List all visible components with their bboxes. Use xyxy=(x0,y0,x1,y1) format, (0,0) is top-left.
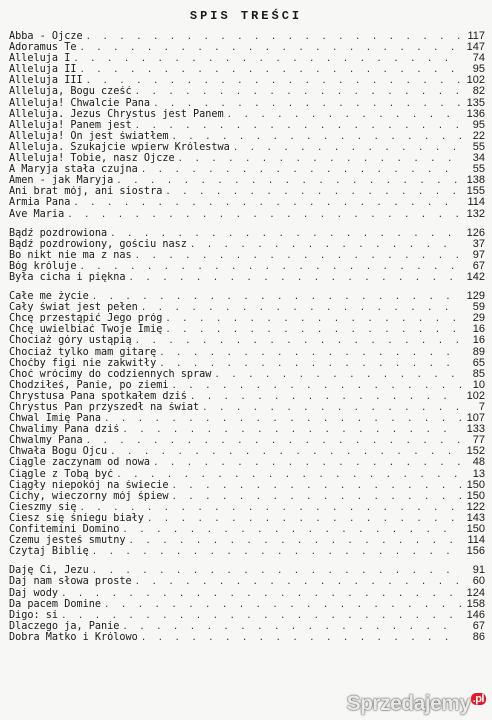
toc-entry xyxy=(9,239,485,250)
toc-entry-title: Ave Maria xyxy=(9,208,65,220)
dot-leader xyxy=(165,187,461,197)
dot-leader xyxy=(73,54,461,64)
toc-entry-title: Chwała Bogu Ojcu xyxy=(9,446,108,458)
toc-entry-page-number: 82 xyxy=(472,86,485,98)
toc-entry-page-number: 59 xyxy=(472,302,485,314)
toc-entry-title: Daj wody xyxy=(9,587,59,599)
toc-entry-page-number: 152 xyxy=(466,446,485,458)
toc-entry-title: Armia Pana xyxy=(9,197,71,209)
toc-entry xyxy=(9,142,485,153)
toc-entry-page-number: 65 xyxy=(472,357,485,369)
toc-entry-page-number: 129 xyxy=(466,291,485,303)
dot-leader xyxy=(61,589,461,599)
toc-entry-page-number: 34 xyxy=(472,153,485,165)
toc-entry xyxy=(9,75,485,86)
toc-entry-title: Alleluja, Bogu cześć xyxy=(9,86,132,98)
dot-leader xyxy=(171,481,461,491)
toc-entry-page-number: 85 xyxy=(472,368,485,380)
toc-entry-title: Chwalimy Pana dziś xyxy=(9,424,120,436)
toc-entry-title: Alleluja III xyxy=(9,75,83,87)
toc-entry-title: A Maryja stała czujna xyxy=(9,164,138,176)
dot-leader xyxy=(79,503,461,513)
toc-entry-page-number: 55 xyxy=(472,141,485,153)
toc-entry-title: Alleluja! On jest światłem xyxy=(9,130,169,142)
toc-entry-title: Alleluja I xyxy=(9,53,71,65)
dot-leader xyxy=(79,43,461,53)
toc-entry-page-number: 77 xyxy=(472,435,485,447)
dot-leader xyxy=(67,210,461,220)
toc-entry-page-number: 91 xyxy=(472,565,485,577)
toc-entry xyxy=(9,186,485,197)
toc-entry xyxy=(9,228,485,239)
toc-entry-page-number: 143 xyxy=(466,512,485,524)
toc-entry xyxy=(9,302,485,313)
dot-leader xyxy=(86,436,461,446)
dot-leader xyxy=(159,348,461,358)
toc-entry xyxy=(9,347,485,358)
toc-entry xyxy=(9,502,485,513)
dot-leader xyxy=(190,392,461,402)
toc-entry xyxy=(9,391,485,402)
toc-entry-page-number: 122 xyxy=(466,501,485,513)
toc-entry-title: Alleluja! Tobie, nasz Ojcze xyxy=(9,153,175,165)
toc-entry-title: Amen - jak Maryja xyxy=(9,175,114,187)
toc-entry-title: Chociaż tylko mam gitarę xyxy=(9,346,157,358)
toc-entry xyxy=(9,291,485,302)
toc-entry xyxy=(9,250,485,261)
toc-entry-title: Choćby figi nie zakwitły xyxy=(9,357,157,369)
toc-entry-title: Chcę przestąpić Jego próg xyxy=(9,313,163,325)
dot-leader xyxy=(110,447,461,457)
toc-entry xyxy=(9,380,485,391)
toc-entry-title: Cichy, wieczorny mój śpiew xyxy=(9,490,169,502)
dot-leader xyxy=(165,314,461,324)
toc-entry-page-number: 133 xyxy=(466,424,485,436)
toc-entry xyxy=(9,491,485,502)
toc-entry-page-number: 147 xyxy=(466,42,485,54)
toc-entry-title: Alleluja II xyxy=(9,64,77,76)
toc-entry-title: Chociaż góry ustąpią xyxy=(9,335,132,347)
toc-entry-title: Cieszmy się xyxy=(9,501,77,513)
toc-entry-page-number: 150 xyxy=(466,524,485,536)
dot-leader xyxy=(79,65,461,75)
toc-entry-page-number: 16 xyxy=(472,335,485,347)
toc-entry-title: Da pacem Domine xyxy=(9,598,102,610)
toc-entry-title: Czemu jesteś smutny xyxy=(9,535,126,547)
dot-leader xyxy=(135,336,461,346)
toc-entry-title: Chwalmy Pana xyxy=(9,435,83,447)
toc-entry xyxy=(9,153,485,164)
dot-leader xyxy=(86,76,461,86)
dot-leader xyxy=(116,176,461,186)
toc-entry-page-number: 138 xyxy=(466,175,485,187)
toc-entry-title: Chrystus Pan przyszedł na świat xyxy=(9,402,200,413)
toc-entry-page-number: 48 xyxy=(472,457,485,469)
dot-leader xyxy=(227,110,461,120)
toc-entry-title: Ani brat mój, ani siostra xyxy=(9,186,163,198)
toc-entry xyxy=(9,197,485,208)
dot-leader xyxy=(92,547,461,557)
toc-entry xyxy=(9,435,485,446)
watermark-logo: Sprzedajemy $^{.pl}$ xyxy=(346,692,484,715)
toc-entry xyxy=(9,524,485,535)
toc-entry-page-number: 7 xyxy=(478,402,485,413)
dot-leader xyxy=(153,99,461,109)
toc-entry-page-number: 55 xyxy=(472,164,485,176)
toc-group xyxy=(9,291,485,557)
dot-leader xyxy=(92,292,461,302)
dot-leader xyxy=(92,566,461,576)
toc-entry xyxy=(9,86,485,97)
toc-entry-title: Alleluja! Chwalcie Pana xyxy=(9,97,151,109)
toc-entry xyxy=(9,164,485,175)
toc-entry-page-number: 102 xyxy=(466,390,485,402)
toc-entry xyxy=(9,446,485,457)
toc-entry xyxy=(9,513,485,524)
toc-entry-page-number: 13 xyxy=(472,468,485,480)
toc-entry-title: Była cicha i piękna xyxy=(9,271,126,283)
table-of-contents xyxy=(9,31,485,651)
toc-entry-title: Alleluja! Panem jest xyxy=(9,119,132,131)
toc-entry-page-number: 22 xyxy=(472,130,485,142)
toc-entry-page-number: 67 xyxy=(472,620,485,632)
dot-leader xyxy=(79,262,461,272)
toc-entry-title: Daję Ci, Jezu xyxy=(9,565,89,577)
dot-leader xyxy=(86,32,461,42)
toc-entry-page-number: 117 xyxy=(467,31,485,42)
dot-leader xyxy=(153,458,461,468)
toc-entry xyxy=(9,53,485,64)
toc-entry-title: Ciągle z Tobą być xyxy=(9,468,114,480)
toc-entry-page-number: 135 xyxy=(466,97,485,109)
toc-entry xyxy=(9,480,485,491)
toc-entry xyxy=(9,31,485,42)
toc-group xyxy=(9,228,485,283)
dot-leader xyxy=(171,132,461,142)
toc-entry xyxy=(9,413,485,424)
toc-entry-title: Chodziłeś, Panie, po ziemi xyxy=(9,379,169,391)
toc-entry xyxy=(9,98,485,109)
toc-entry-title: Adoramus Te xyxy=(9,42,77,54)
dot-leader xyxy=(129,536,461,546)
toc-entry-page-number: 124 xyxy=(466,587,485,599)
toc-entry-page-number: 29 xyxy=(472,313,485,325)
toc-entry-title: Całe me życie xyxy=(9,291,89,303)
toc-entry-title: Dobra Matko i Królowo xyxy=(9,631,138,643)
toc-group xyxy=(9,565,485,643)
toc-entry xyxy=(9,64,485,75)
toc-entry xyxy=(9,209,485,220)
dot-leader xyxy=(73,198,461,208)
dot-leader xyxy=(171,381,461,391)
toc-entry-title: Digo: si xyxy=(9,609,59,621)
toc-group xyxy=(9,31,485,220)
toc-entry xyxy=(9,424,485,435)
toc-entry-title: Chrystusa Pana spotkałem dziś xyxy=(9,390,187,402)
toc-entry-page-number: 10 xyxy=(472,379,485,391)
toc-entry-page-number: 136 xyxy=(466,108,485,120)
toc-entry-title: Chwal Imię Pana xyxy=(9,413,102,425)
dot-leader xyxy=(110,229,461,239)
toc-entry xyxy=(9,358,485,369)
dot-leader xyxy=(171,492,461,502)
toc-entry-page-number: 114 xyxy=(467,197,485,209)
toc-entry xyxy=(9,588,485,599)
toc-entry-title: Choć wrócimy do codziennych spraw xyxy=(9,368,212,380)
toc-entry-title: Abba - Ojcze xyxy=(9,31,83,42)
dot-leader xyxy=(202,403,461,413)
dot-leader xyxy=(129,273,461,283)
toc-entry xyxy=(9,576,485,587)
toc-entry xyxy=(9,131,485,142)
toc-entry xyxy=(9,175,485,186)
toc-entry-page-number: 156 xyxy=(466,546,485,558)
toc-entry xyxy=(9,261,485,272)
toc-entry-title: Bo nikt nie ma z nas xyxy=(9,249,132,261)
toc-entry-page-number: 60 xyxy=(472,576,485,588)
toc-entry xyxy=(9,42,485,53)
toc-entry xyxy=(9,632,485,643)
toc-entry-page-number: 114 xyxy=(467,535,485,547)
toc-entry xyxy=(9,313,485,324)
toc-entry-page-number: 142 xyxy=(466,271,485,283)
toc-entry xyxy=(9,621,485,632)
toc-entry-page-number: 132 xyxy=(466,208,485,220)
dot-leader xyxy=(190,240,461,250)
toc-entry-page-number: 155 xyxy=(466,186,485,198)
toc-entry-title: Alleluja. Jezus Chrystus jest Panem xyxy=(9,108,224,120)
dot-leader xyxy=(122,525,461,535)
toc-entry-page-number: 146 xyxy=(466,609,485,621)
dot-leader xyxy=(135,87,461,97)
dot-leader xyxy=(122,425,461,435)
toc-entry-page-number: 126 xyxy=(466,227,485,239)
dot-leader xyxy=(135,251,461,261)
toc-entry xyxy=(9,109,485,120)
toc-entry-page-number: 37 xyxy=(472,238,485,250)
dot-leader xyxy=(135,121,461,131)
dot-leader xyxy=(159,359,461,369)
toc-entry-title: Alleluja. Szukajcie wpierw Królestwa xyxy=(9,141,230,153)
toc-entry-title: Ciągle zaczynam od nowa xyxy=(9,457,151,469)
toc-entry xyxy=(9,610,485,621)
toc-entry-page-number: 107 xyxy=(466,413,485,425)
toc-entry-title: Dlaczego ja, Panie xyxy=(9,620,120,632)
toc-entry-title: Chcę uwielbiać Twoje Imię xyxy=(9,324,163,336)
dot-leader xyxy=(61,611,461,621)
toc-entry xyxy=(9,565,485,576)
toc-entry-page-number: 16 xyxy=(472,324,485,336)
dot-leader xyxy=(233,143,461,153)
dot-leader xyxy=(104,414,461,424)
toc-entry xyxy=(9,599,485,610)
toc-entry-page-number: 95 xyxy=(472,64,485,76)
toc-entry xyxy=(9,535,485,546)
dot-leader xyxy=(214,370,461,380)
toc-entry xyxy=(9,272,485,283)
toc-entry-page-number: 150 xyxy=(466,490,485,502)
dot-leader xyxy=(141,165,461,175)
toc-entry-title: Czytaj Biblię xyxy=(9,546,89,558)
toc-entry-page-number: 97 xyxy=(472,249,485,261)
page-title: SPIS TREŚCI xyxy=(189,9,303,23)
toc-entry xyxy=(9,402,485,413)
toc-entry-title: Bądź pozdrowiony, gościu nasz xyxy=(9,238,187,250)
toc-entry-page-number: 86 xyxy=(472,631,485,643)
toc-entry-title: Cały świat jest pełen xyxy=(9,302,138,314)
toc-entry xyxy=(9,457,485,468)
dot-leader xyxy=(122,622,461,632)
dot-leader xyxy=(147,514,461,524)
toc-entry-title: Daj nam słowa proste xyxy=(9,576,132,588)
toc-entry-page-number: 74 xyxy=(472,53,485,65)
dot-leader xyxy=(116,470,461,480)
toc-entry xyxy=(9,369,485,380)
toc-entry-page-number: 102 xyxy=(466,75,485,87)
toc-entry-page-number: 95 xyxy=(472,119,485,131)
toc-entry xyxy=(9,546,485,557)
toc-entry-page-number: 89 xyxy=(472,346,485,358)
dot-leader xyxy=(141,633,461,643)
toc-entry-title: Confitemini Domino xyxy=(9,524,120,536)
dot-leader xyxy=(135,577,461,587)
toc-entry-title: Bądź pozdrowiona xyxy=(9,227,108,239)
toc-entry xyxy=(9,335,485,346)
toc-entry-page-number: 67 xyxy=(472,260,485,272)
toc-entry-title: Bóg króluje xyxy=(9,260,77,272)
dot-leader xyxy=(104,600,461,610)
toc-entry xyxy=(9,324,485,335)
toc-entry xyxy=(9,120,485,131)
toc-entry-page-number: 158 xyxy=(466,598,485,610)
toc-entry-title: Ciągły niepokój na świecie xyxy=(9,479,169,491)
toc-entry-page-number: 150 xyxy=(466,479,485,491)
dot-leader xyxy=(165,325,461,335)
dot-leader xyxy=(178,154,461,164)
toc-entry xyxy=(9,469,485,480)
dot-leader xyxy=(141,303,461,313)
toc-entry-title: Ciesz się śniegu biały xyxy=(9,512,144,524)
